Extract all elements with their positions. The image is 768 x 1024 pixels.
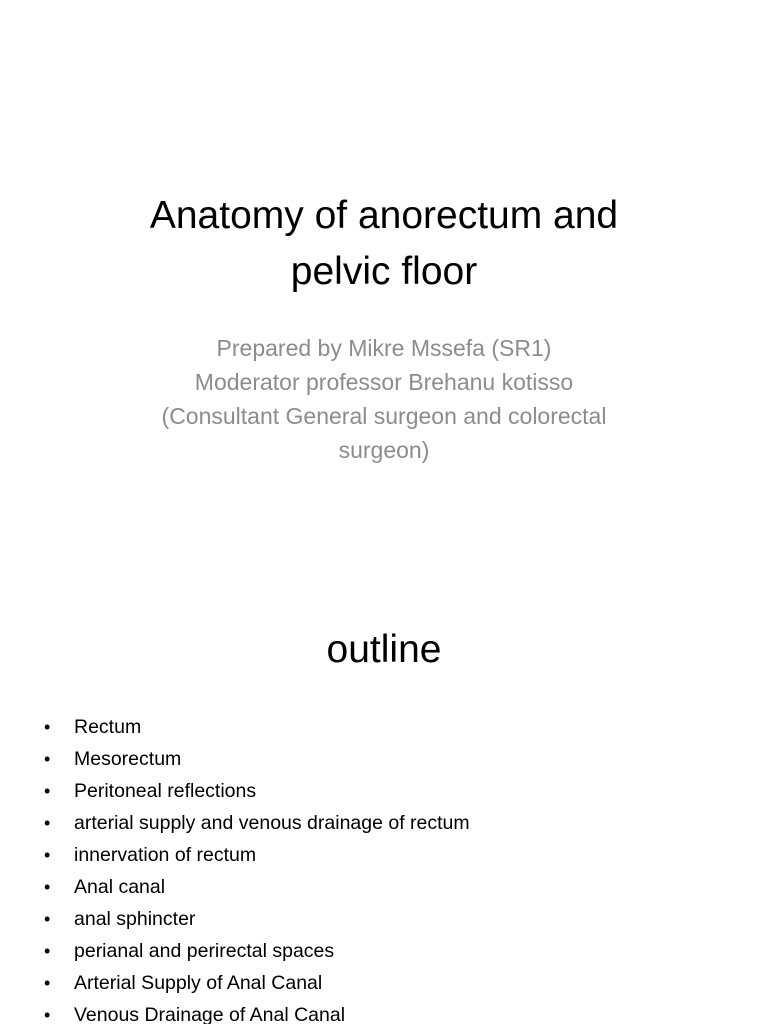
prepared-by-line: Prepared by Mikre Mssefa (SR1) [216, 335, 552, 361]
list-item-text: innervation of rectum [74, 844, 257, 866]
list-item [44, 807, 470, 839]
list-item-text: anal sphincter [74, 908, 196, 930]
outline-title: outline [326, 628, 442, 671]
slide-title-line: pelvic floor [290, 250, 478, 293]
list-item-text: Anal canal [74, 876, 166, 898]
bullet-icon: • [44, 813, 51, 833]
outline-list [44, 711, 470, 1024]
list-item [44, 999, 470, 1024]
list-item [44, 935, 470, 967]
slide-title [60, 188, 708, 300]
list-item [44, 839, 470, 871]
bullet-icon: • [44, 717, 51, 737]
list-item-text: Rectum [74, 716, 142, 738]
bullet-icon: • [44, 973, 51, 993]
list-item [44, 743, 470, 775]
list-item [44, 967, 470, 999]
list-item-text: Venous Drainage of Anal Canal [74, 1004, 346, 1024]
bullet-icon: • [44, 781, 51, 801]
bullet-icon: • [44, 749, 51, 769]
list-item-text: Mesorectum [74, 748, 182, 770]
consultant-line: (Consultant General surgeon and colorectal [161, 403, 607, 429]
consultant-line-continued: surgeon) [338, 437, 430, 463]
bullet-icon: • [44, 1005, 51, 1024]
list-item [44, 775, 470, 807]
list-item [44, 871, 470, 903]
list-item-text: arterial supply and venous drainage of rectum [74, 812, 470, 834]
outline-slide [0, 576, 768, 1024]
list-item [44, 903, 470, 935]
list-item-text: perianal and perirectal spaces [74, 940, 335, 962]
bullet-icon: • [44, 845, 51, 865]
bullet-icon: • [44, 941, 51, 961]
list-item-text: Peritoneal reflections [74, 780, 257, 802]
slide-title-line: Anatomy of anorectum and [149, 194, 619, 237]
bullet-icon: • [44, 909, 51, 929]
moderator-line: Moderator professor Brehanu kotisso [194, 369, 574, 395]
slide-subtitle [100, 331, 668, 467]
bullet-icon: • [44, 877, 51, 897]
list-item [44, 711, 470, 743]
list-item-text: Arterial Supply of Anal Canal [74, 972, 323, 994]
